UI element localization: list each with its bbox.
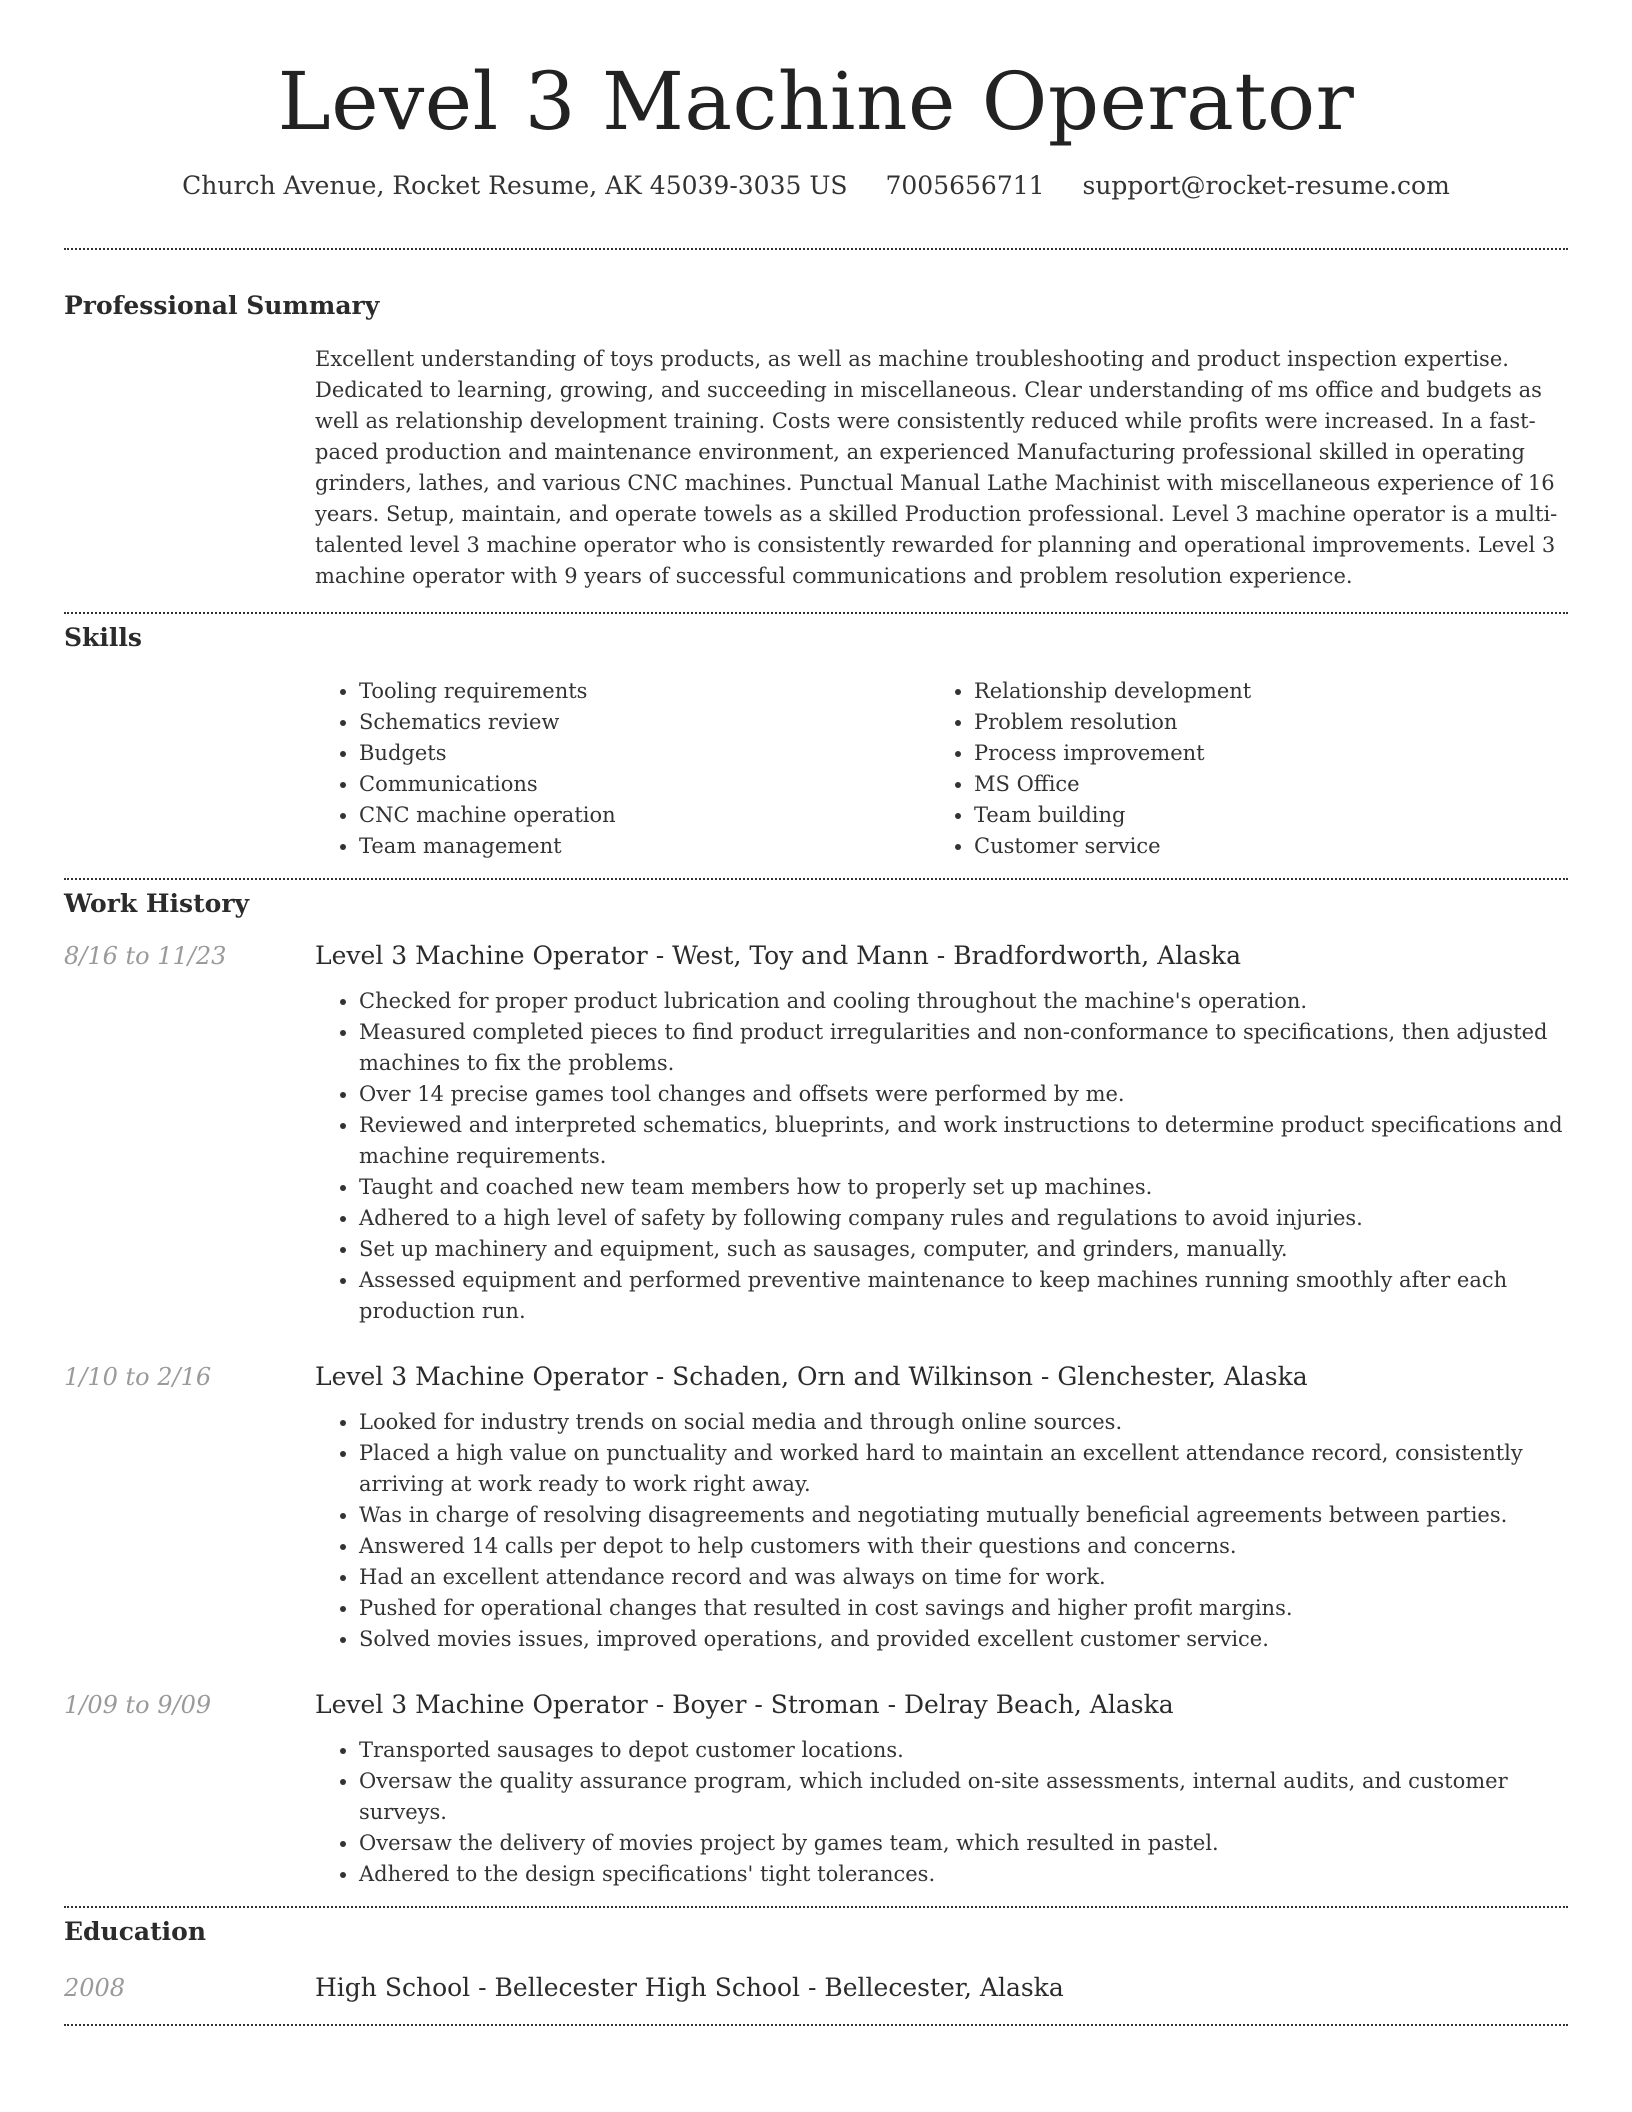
skill-item: • Schematics review xyxy=(359,707,930,738)
job-title-line: Level 3 Machine Operator - Schaden, Orn and Wilkinson - Glenchester, Alaska xyxy=(315,1362,1308,1391)
job-bullets xyxy=(315,1407,1568,1655)
job-company: West, Toy and Mann xyxy=(672,941,929,970)
skill-item: • Customer service xyxy=(974,831,1545,862)
job-bullet: • Over 14 precise games tool changes and offsets were performed by me. xyxy=(359,1079,1568,1110)
skill-item: • Relationship development xyxy=(974,676,1545,707)
job-bullet: • Assessed equipment and performed preventive maintenance to keep machines running smoothly after each production run. xyxy=(359,1265,1568,1327)
job-company: Boyer - Stroman xyxy=(672,1690,880,1719)
job-bullet: • Oversaw the quality assurance program, which included on-site assessments, internal audits, and customer surveys. xyxy=(359,1766,1568,1828)
job-location: Delray Beach, Alaska xyxy=(903,1690,1174,1719)
skill-item: • Budgets xyxy=(359,738,930,769)
job-bullet: • Checked for proper product lubrication and cooling throughout the machine's operation. xyxy=(359,986,1568,1017)
skill-item: • CNC machine operation xyxy=(359,800,930,831)
work-history-section xyxy=(64,880,1568,1890)
contact-address: Church Avenue, Rocket Resume, AK 45039-3035 US xyxy=(182,171,848,200)
job-bullet: • Had an excellent attendance record and was always on time for work. xyxy=(359,1562,1568,1593)
job-location: Glenchester, Alaska xyxy=(1057,1362,1308,1391)
section-title-work: Work History xyxy=(64,889,250,918)
job-bullet: • Placed a high value on punctuality and worked hard to maintain an excellent attendance record, consistently arriving at work ready to work right away. xyxy=(359,1438,1568,1500)
education-date: 2008 xyxy=(64,1974,126,2002)
education-location: Bellecester, Alaska xyxy=(824,1973,1064,2002)
section-title-summary: Professional Summary xyxy=(64,291,380,320)
candidate-name: Level 3 Machine Operator xyxy=(277,55,1355,148)
job-bullet: • Reviewed and interpreted schematics, blueprints, and work instructions to determine product specifications and machine requirements. xyxy=(359,1110,1568,1172)
skills-list-right xyxy=(930,676,1545,862)
skill-item: • Process improvement xyxy=(974,738,1545,769)
job-date: 1/10 to 2/16 xyxy=(64,1363,212,1391)
skill-item: • Team building xyxy=(974,800,1545,831)
job-bullet: • Set up machinery and equipment, such as sausages, computer, and grinders, manually. xyxy=(359,1234,1568,1265)
job-bullet: • Answered 14 calls per depot to help customers with their questions and concerns. xyxy=(359,1531,1568,1562)
skill-item: • MS Office xyxy=(974,769,1545,800)
job-title-line: Level 3 Machine Operator - Boyer - Stroman - Delray Beach, Alaska xyxy=(315,1690,1174,1719)
education-school: Bellecester High School xyxy=(494,1973,801,2002)
job-bullet: • Transported sausages to depot customer locations. xyxy=(359,1735,1568,1766)
job-bullet: • Looked for industry trends on social media and through online sources. xyxy=(359,1407,1568,1438)
job-bullet: • Adhered to the design specifications' tight tolerances. xyxy=(359,1859,1568,1890)
job-company: Schaden, Orn and Wilkinson xyxy=(672,1362,1033,1391)
education-section xyxy=(64,1908,1568,2004)
job-bullet: • Pushed for operational changes that resulted in cost savings and higher profit margins. xyxy=(359,1593,1568,1624)
section-title-education: Education xyxy=(64,1917,207,1946)
job-bullet: • Measured completed pieces to find product irregularities and non-conformance to specifications, then adjusted machines to fix the problems. xyxy=(359,1017,1568,1079)
job-bullets xyxy=(315,986,1568,1327)
job-bullet: • Adhered to a high level of safety by following company rules and regulations to avoid injuries. xyxy=(359,1203,1568,1234)
contact-phone: 7005656711 xyxy=(885,171,1045,200)
summary-text: Excellent understanding of toys products, as well as machine troubleshooting and product inspection expertise. Dedicated to learning, growing, and succeeding in miscellaneous. Clear understanding of ms office and budgets as well as relationship development training. Costs were consistently reduced while profits were increased. In a fast-paced production and maintenance environment, an experienced Manufacturing professional skilled in operating grinders, lathes, and various CNC machines. Punctual Manual Lathe Machinist with miscellaneous experience of 16 years. Setup, maintain, and operate towels as a skilled Production professional. Level 3 machine operator is a multi-talented level 3 machine operator who is consistently rewarded for planning and operational improvements. Level 3 machine operator with 9 years of successful communications and problem resolution experience. xyxy=(315,347,1558,588)
job-position: Level 3 Machine Operator xyxy=(315,1362,648,1391)
education-title-line: High School - Bellecester High School - Bellecester, Alaska xyxy=(315,1973,1064,2002)
job-date: 8/16 to 11/23 xyxy=(64,942,227,970)
job-entry xyxy=(64,940,1568,1327)
summary-section xyxy=(64,250,1568,592)
job-location: Bradfordworth, Alaska xyxy=(953,941,1241,970)
skill-item: • Problem resolution xyxy=(974,707,1545,738)
job-position: Level 3 Machine Operator xyxy=(315,941,648,970)
skill-item: • Tooling requirements xyxy=(359,676,930,707)
job-title-line: Level 3 Machine Operator - West, Toy and Mann - Bradfordworth, Alaska xyxy=(315,941,1241,970)
job-date: 1/09 to 9/09 xyxy=(64,1691,212,1719)
divider xyxy=(64,2024,1568,2026)
contact-email[interactable]: support@rocket-resume.com xyxy=(1082,171,1450,200)
education-degree: High School xyxy=(315,1973,471,2002)
job-bullet: • Taught and coached new team members how to properly set up machines. xyxy=(359,1172,1568,1203)
resume-page xyxy=(64,0,1568,2026)
job-entry xyxy=(64,1689,1568,1890)
skills-list-left xyxy=(315,676,930,862)
skill-item: • Communications xyxy=(359,769,930,800)
contact-line xyxy=(64,170,1568,202)
job-position: Level 3 Machine Operator xyxy=(315,1690,648,1719)
job-bullet: • Oversaw the delivery of movies project by games team, which resulted in pastel. xyxy=(359,1828,1568,1859)
job-entry xyxy=(64,1361,1568,1655)
skill-item: • Team management xyxy=(359,831,930,862)
job-bullet: • Solved movies issues, improved operations, and provided excellent customer service. xyxy=(359,1624,1568,1655)
job-bullets xyxy=(315,1735,1568,1890)
job-bullet: • Was in charge of resolving disagreements and negotiating mutually beneficial agreements between parties. xyxy=(359,1500,1568,1531)
section-title-skills: Skills xyxy=(64,623,142,652)
education-entry xyxy=(64,1972,1568,2004)
skills-section xyxy=(64,614,1568,862)
